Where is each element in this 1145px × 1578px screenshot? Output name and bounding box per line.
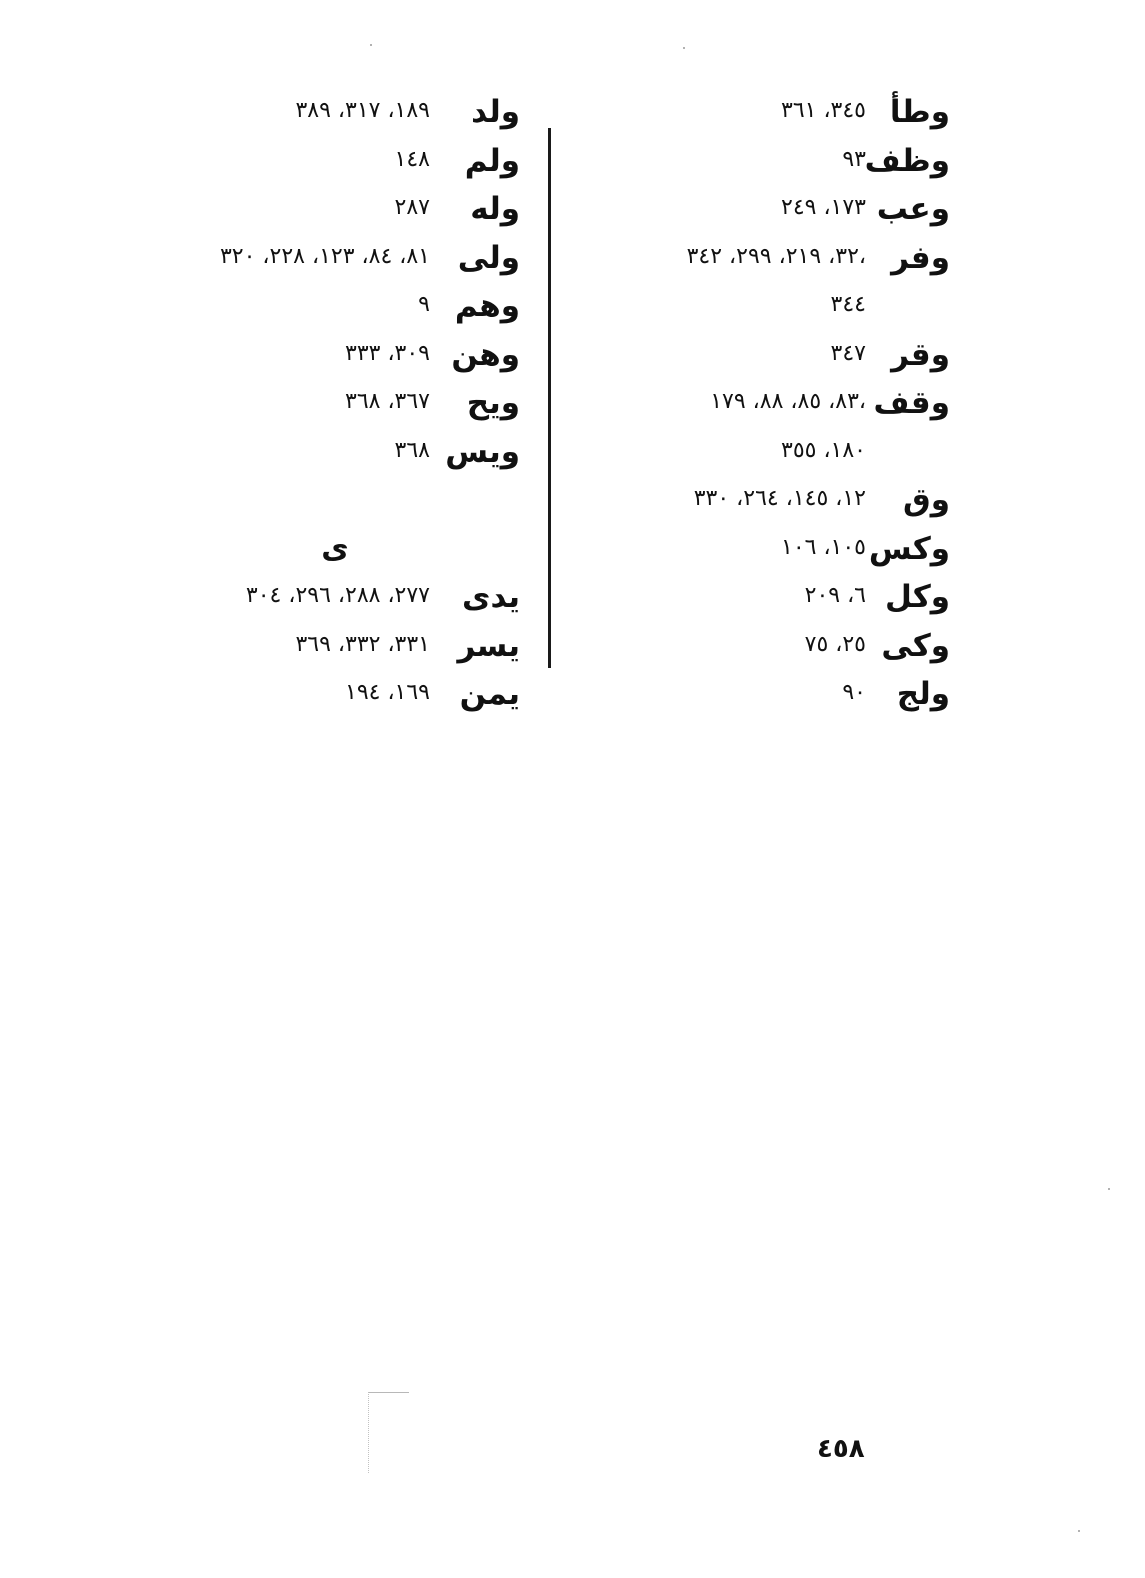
index-entry: [600, 525, 950, 574]
entry-root: وظف: [864, 142, 950, 179]
index-entry: [600, 234, 950, 283]
entry-root: ويح: [466, 385, 520, 421]
index-column-right: [600, 88, 950, 719]
entry-root: وكس: [868, 530, 950, 567]
entry-pages: ١٠٥، ١٠٦: [781, 534, 866, 560]
entry-root: وق: [903, 482, 950, 518]
index-entry: [600, 670, 950, 719]
entry-pages: ٢٨٧: [394, 195, 430, 220]
entry-pages: ٣٤٥، ٣٦١: [781, 98, 866, 123]
section-spacer: [150, 476, 520, 525]
entry-root: وكل: [885, 579, 950, 615]
entry-root: يمن: [459, 676, 520, 712]
entry-pages: ٩٠: [842, 680, 866, 705]
section-letter-heading: ى: [321, 530, 349, 566]
scan-speck: [683, 47, 685, 49]
index-entry: [600, 476, 950, 525]
entry-root: ولى: [457, 239, 520, 276]
index-entry: [150, 573, 520, 622]
entry-pages: ٨١، ٨٤، ١٢٣، ٢٢٨، ٣٢٠: [219, 243, 430, 269]
entry-pages: ٣٣١، ٣٣٢، ٣٦٩: [295, 631, 430, 657]
entry-pages: ٣٤٤: [830, 292, 866, 317]
index-entry: [600, 573, 950, 622]
entry-pages: ٢٥، ٧٥: [804, 631, 866, 657]
index-entry: [150, 234, 520, 283]
entry-pages: ١٢، ١٤٥، ٢٦٤، ٣٣٠: [693, 486, 866, 511]
index-entry: [600, 379, 950, 428]
entry-pages: ٨٣، ٨٥، ٨٨، ١٧٩،: [710, 389, 866, 414]
entry-root: وعب: [876, 191, 950, 227]
index-entry: [600, 622, 950, 671]
index-entry: [150, 137, 520, 186]
scan-artifact: [368, 1392, 409, 1473]
index-entry: [150, 88, 520, 137]
index-entry: [600, 137, 950, 186]
entry-pages: ٣٢، ٢١٩، ٢٩٩، ٣٤٢،: [686, 243, 866, 269]
scan-speck: [1078, 1530, 1080, 1532]
scan-speck: [370, 44, 372, 46]
index-entry: [150, 670, 520, 719]
index-column-left: [150, 88, 520, 719]
entry-pages: ٩: [418, 292, 430, 317]
entry-root: وهم: [454, 288, 520, 324]
entry-pages: ١٤٨: [394, 146, 430, 172]
index-entry: [150, 185, 520, 234]
entry-root: يسر: [457, 627, 520, 664]
entry-root: وطأ: [889, 94, 950, 130]
entry-pages: ١٧٣، ٢٤٩: [781, 195, 866, 220]
entry-pages: ١٨٠، ٣٥٥: [781, 437, 866, 463]
index-entry: [150, 331, 520, 380]
column-divider: [548, 128, 551, 668]
scan-speck: [1108, 1188, 1110, 1190]
index-entry: [600, 88, 950, 137]
entry-pages: ١٦٩، ١٩٤: [345, 680, 430, 705]
index-entry: [150, 622, 520, 671]
entry-root: ويس: [445, 433, 520, 470]
entry-root: يدى: [462, 579, 520, 615]
index-entry: [150, 428, 520, 477]
entry-root: ولج: [896, 676, 950, 712]
entry-root: ولد: [471, 94, 520, 130]
entry-root: وهن: [451, 336, 520, 373]
entry-root: وكى: [881, 627, 950, 664]
entry-pages: ٣٦٧، ٣٦٨: [345, 389, 430, 414]
entry-pages: ٣٤٧: [830, 340, 866, 366]
index-entry-continuation: [600, 428, 950, 477]
entry-root: وفر: [891, 239, 950, 276]
entry-root: وله: [470, 191, 520, 227]
entry-root: وقر: [891, 336, 950, 373]
index-entry: [150, 282, 520, 331]
index-entry: [600, 185, 950, 234]
entry-pages: ٢٧٧، ٢٨٨، ٢٩٦، ٣٠٤: [245, 583, 430, 608]
entry-pages: ٣٠٩، ٣٣٣: [345, 340, 430, 366]
entry-pages: ٣٦٨: [394, 437, 430, 463]
entry-pages: ١٨٩، ٣١٧، ٣٨٩: [295, 98, 430, 123]
index-entry-continuation: [600, 282, 950, 331]
entry-root: وقف: [873, 385, 950, 421]
index-entry: [600, 331, 950, 380]
entry-pages: ٩٣: [842, 146, 866, 172]
page-number: ٤٥٨: [817, 1434, 865, 1464]
entry-pages: ٦، ٢٠٩: [804, 583, 866, 608]
entry-root: ولم: [464, 142, 520, 179]
index-entry: [150, 379, 520, 428]
